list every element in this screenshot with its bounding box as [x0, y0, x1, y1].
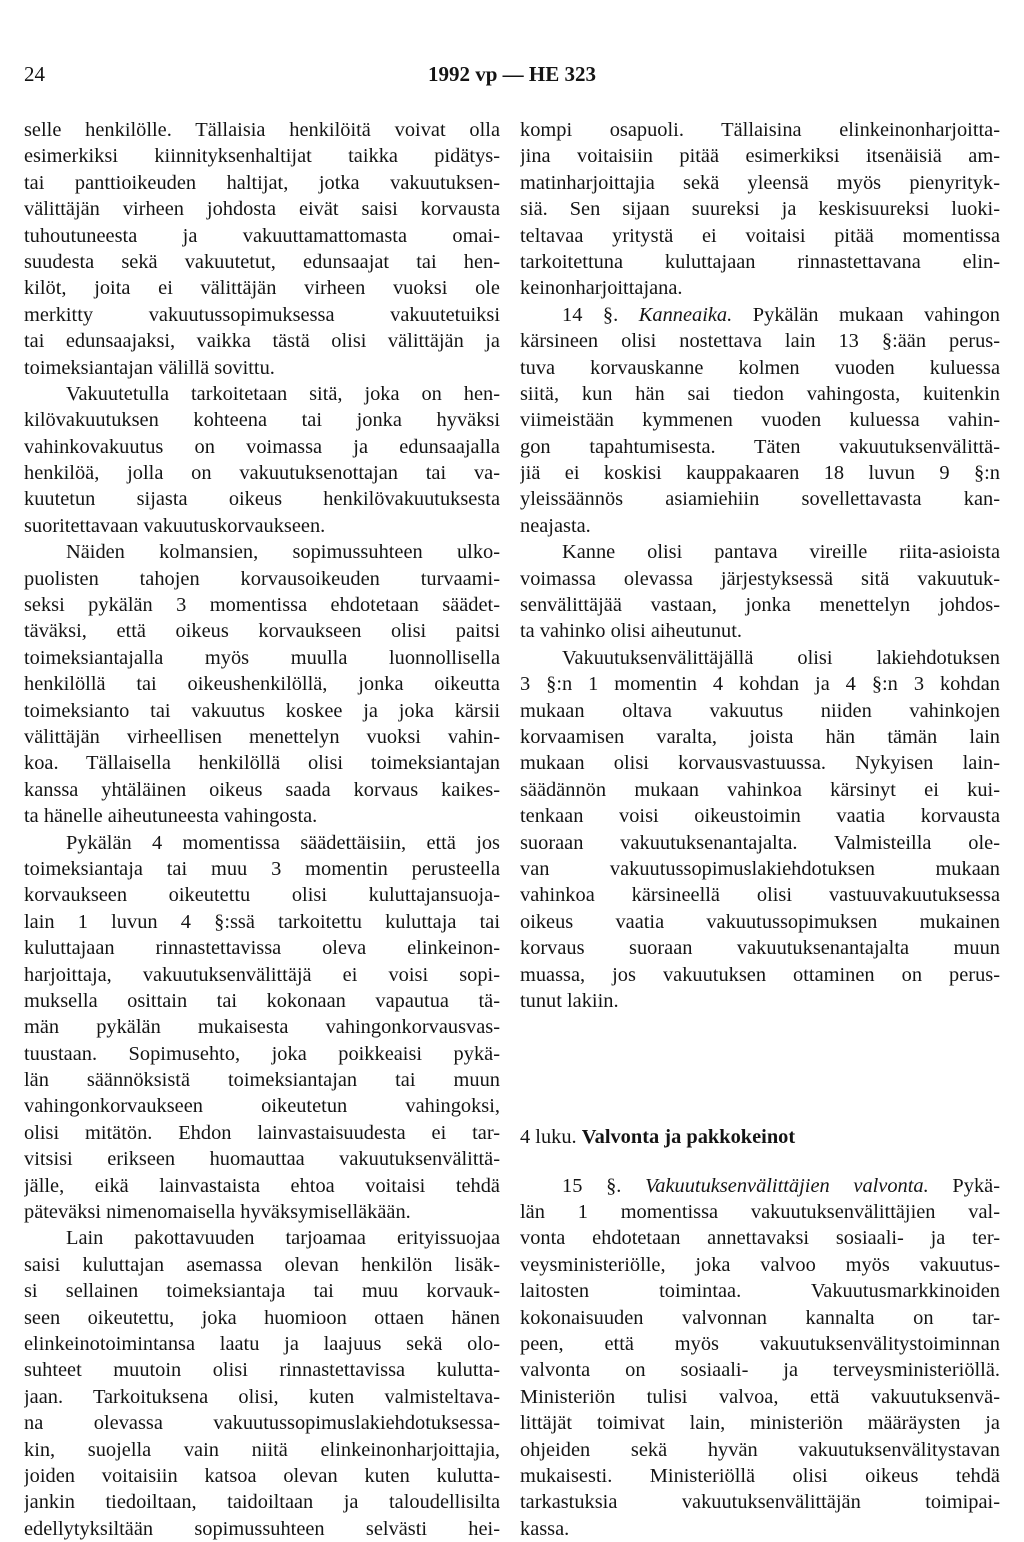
text-line	[24, 777, 500, 803]
text-line	[520, 328, 1000, 354]
line-text: toimeksiantajan välillä sovittu.	[24, 356, 275, 379]
line-text: laitosten toimintaa. Vakuutusmarkkinoiden	[520, 1280, 1000, 1303]
text-line	[520, 724, 1000, 750]
line-text: vahingonkorvaukseen oikeutetun vahingoksi,	[24, 1095, 500, 1118]
line-text: kanssa yhtäläinen oikeus saada korvaus kaikes-	[24, 778, 500, 801]
line-text: saisi kuluttajan asemassa olevan henkilön lisäk-	[24, 1253, 500, 1276]
line-text: kuutetun sijasta oikeus henkilövakuutuksesta	[24, 488, 500, 511]
line-text: yleissäännös asiamiehiin sovellettavasta kan-	[520, 488, 1000, 511]
line-text: suoritettavaan vakuutuskorvaukseen.	[24, 514, 326, 537]
line-text: vonta ehdotetaan annettavaksi sosiaali- ja ter-	[520, 1227, 1000, 1250]
text-line	[520, 962, 1000, 988]
chapter-heading	[520, 1124, 1000, 1150]
text-line	[24, 803, 500, 829]
line-text: täväksi, että oikeus korvaukseen olisi paitsi	[24, 620, 500, 643]
line-text: toimeksiantajalla myös muulla luonnollisella	[24, 646, 500, 669]
text-line	[520, 275, 1000, 301]
line-text: kuluttajaan rinnastettavissa oleva elinkeinon-	[24, 937, 500, 960]
text-line	[520, 1516, 1000, 1542]
text-line	[24, 645, 500, 671]
text-line	[24, 1278, 500, 1304]
page-number: 24	[24, 62, 45, 86]
text-line	[24, 1384, 500, 1410]
line-text: peen, että myös vakuutuksenvälitystoiminnan	[520, 1333, 1000, 1356]
line-text: voimassa olevassa järjestyksessä sitä vakuutuk-	[520, 567, 1000, 590]
line-text: Pykälän mukaan vahingon	[732, 303, 1000, 326]
text-line	[520, 460, 1000, 486]
line-text: ta vahinko olisi aiheutunut.	[520, 620, 742, 643]
text-line	[24, 1067, 500, 1093]
line-text: si sellainen toimeksiantaja tai muu korvauk-	[24, 1280, 500, 1303]
text-line	[520, 381, 1000, 407]
text-line	[520, 671, 1000, 697]
line-text: suoraan vakuutuksenantajalta. Valmisteilla ole-	[520, 831, 1000, 854]
text-line	[520, 1437, 1000, 1463]
line-text: välittäjän virheen johdosta eivät saisi korvausta	[24, 198, 500, 221]
text-line	[24, 539, 500, 565]
line-text: siä. Sen sijaan suureksi ja keskisuureksi luoki-	[520, 198, 1000, 221]
line-text: tarkastuksia vakuutuksenvälittäjän toimipai-	[520, 1491, 1000, 1514]
text-line	[520, 882, 1000, 908]
line-text: selle henkilölle. Tällaisia henkilöitä voivat olla	[24, 119, 500, 141]
line-text: oikeus vaatia vakuutussopimuksen mukainen	[520, 910, 1000, 933]
text-line	[24, 1252, 500, 1278]
text-line	[24, 249, 500, 275]
line-text: olisi mitätön. Ehdon lainvastaisuudesta ei tar-	[24, 1121, 500, 1144]
line-text: län 1 momentissa vakuutuksenvälittäjien val-	[520, 1201, 1000, 1224]
text-line	[24, 698, 500, 724]
line-text: män pykälän mukaisesta vahingonkorvausvas-	[24, 1016, 500, 1039]
line-text: lain 1 luvun 4 §:ssä tarkoitettu kuluttaja tai	[24, 910, 500, 933]
line-text: korvaus suoraan vakuutuksenantajalta muun	[520, 937, 1000, 960]
text-line	[24, 935, 500, 961]
section-gap	[520, 1014, 1000, 1124]
line-text: kilövakuutuksen kohteena tai jonka hyväksi	[24, 409, 500, 432]
text-line	[520, 803, 1000, 829]
text-line	[24, 1041, 500, 1067]
line-text: korvaukseen oikeutettu olisi kuluttajansuoja-	[24, 884, 500, 907]
text-line	[520, 698, 1000, 724]
text-line	[24, 566, 500, 592]
text-line	[24, 618, 500, 644]
line-text: Ministeriön tulisi valvoa, että vakuutuksenvä-	[520, 1385, 1000, 1408]
section-gap	[520, 1151, 1000, 1173]
line-text: jaan. Tarkoituksena olisi, kuten valmisteltava-	[24, 1385, 500, 1408]
line-text: säädännön mukaan vahinkoa kärsinyt ei kui-	[520, 778, 1000, 801]
line-text: muksella osittain tai kokonaan vapautua tä-	[24, 989, 500, 1012]
text-line	[24, 1516, 500, 1542]
text-line	[24, 1225, 500, 1251]
text-line	[24, 1357, 500, 1383]
line-text: merkitty vakuutussopimuksessa vakuutetuiksi	[24, 303, 500, 326]
text-line	[24, 882, 500, 908]
text-line	[520, 539, 1000, 565]
text-line	[520, 1199, 1000, 1225]
line-text: vahinkovakuutus on voimassa ja edunsaajalla	[24, 435, 500, 458]
line-text: välittäjän virheellisen menettelyn vuoksi vahin-	[24, 725, 500, 748]
line-text: muassa, jos vakuutuksen ottaminen on perus-	[520, 963, 1000, 986]
text-line	[24, 407, 500, 433]
line-text: elinkeinotoimintansa laatu ja laajuus sekä olo-	[24, 1332, 500, 1355]
text-line	[520, 1331, 1000, 1357]
text-line	[520, 355, 1000, 381]
text-line	[24, 988, 500, 1014]
text-line	[24, 355, 500, 381]
text-line	[24, 143, 500, 169]
line-text: teltavaa yritystä ei voitaisi pitää momentissa	[520, 224, 1000, 247]
line-text: seen oikeutettu, joka huomioon ottaen hänen	[24, 1306, 500, 1329]
line-text: kärsineen olisi nostettava lain 13 §:ään perus-	[520, 330, 1000, 353]
chapter-number: 4 luku.	[520, 1126, 577, 1149]
page-header	[0, 62, 1024, 90]
text-line	[520, 566, 1000, 592]
text-line	[520, 1278, 1000, 1304]
text-line	[520, 777, 1000, 803]
line-text: suudesta sekä vakuutetut, edunsaajat tai hen-	[24, 250, 500, 273]
text-line	[24, 830, 500, 856]
line-text: ta hänelle aiheutuneesta vahingosta.	[24, 805, 318, 828]
line-text: viimeistään kymmenen vuoden kuluessa vahin-	[520, 409, 1000, 432]
line-text: keinonharjoittajana.	[520, 277, 683, 300]
text-line	[24, 856, 500, 882]
line-text: korvaamisen varalta, joista hän tämän lain	[520, 725, 1000, 748]
text-line	[24, 1410, 500, 1436]
line-text: tuustaan. Sopimusehto, joka poikkeaisi pykä-	[24, 1042, 500, 1065]
text-line	[520, 592, 1000, 618]
text-line	[24, 275, 500, 301]
line-text: Vakuutuksenvälittäjällä olisi lakiehdotuksen	[562, 646, 1000, 669]
text-line	[24, 1173, 500, 1199]
line-text: seksi pykälän 3 momentissa ehdotetaan säädet-	[24, 594, 500, 617]
line-text: matinharjoittajia sekä yleensä myös pienyrityk-	[520, 171, 1000, 194]
text-line	[24, 1437, 500, 1463]
line-text: henkilöä, jolla on vakuutuksenottajan tai va-	[24, 462, 500, 485]
text-line	[24, 1120, 500, 1146]
text-line	[24, 1305, 500, 1331]
text-line	[520, 1463, 1000, 1489]
text-line	[24, 724, 500, 750]
line-text: veysministeriölle, joka valvoo myös vakuutus-	[520, 1253, 1000, 1276]
text-line	[520, 1305, 1000, 1331]
line-text: harjoittaja, vakuutuksenvälittäjä ei voisi sopi-	[24, 963, 500, 986]
text-line	[520, 909, 1000, 935]
text-line	[24, 196, 500, 222]
line-text: jälle, eikä lainvastaista ehtoa voitaisi tehdä	[24, 1174, 500, 1197]
line-text: esimerkiksi kiinnityksenhaltijat taikka pidätys-	[24, 145, 500, 168]
text-line	[24, 328, 500, 354]
text-line	[24, 381, 500, 407]
text-line	[24, 486, 500, 512]
line-text: Pykälän 4 momentissa säädettäisiin, että jos	[66, 831, 500, 854]
text-line	[520, 143, 1000, 169]
text-line	[520, 1252, 1000, 1278]
line-text: na olevassa vakuutussopimuslakiehdotuksessa-	[24, 1412, 500, 1435]
text-line	[24, 170, 500, 196]
text-line	[24, 1014, 500, 1040]
line-text: gon tapahtumisesta. Täten vakuutuksenvälittä-	[520, 435, 1000, 458]
text-line	[24, 460, 500, 486]
text-line	[520, 1384, 1000, 1410]
line-text: tuhoutuneesta ja vakuuttamattomasta omai-	[24, 224, 500, 247]
text-line	[520, 117, 1000, 143]
text-line	[24, 909, 500, 935]
line-text: mukaan olisi korvausvastuussa. Nykyisen lain-	[520, 752, 1000, 775]
line-text: siitä, kun hän sai tiedon vahingosta, kuitenkin	[520, 382, 1000, 405]
line-text: senvälittäjää vastaan, jonka menettelyn johdos-	[520, 594, 1000, 617]
line-text: valvonta on sosiaali- ja terveysministeriöllä.	[520, 1359, 1000, 1382]
section-15-text	[520, 1173, 1000, 1542]
text-line	[520, 196, 1000, 222]
line-text: Pykä-	[928, 1174, 1000, 1197]
line-text: koa. Tällaisella henkilöllä olisi toimeksiantajan	[24, 752, 500, 775]
text-line	[24, 1199, 500, 1225]
section-title: Kanneaika.	[638, 303, 733, 326]
line-text: tunut lakiin.	[520, 989, 619, 1012]
line-text: tarkoitettuna kuluttajaan rinnastettavana elin-	[520, 250, 1000, 273]
text-line	[520, 1410, 1000, 1436]
text-line	[520, 486, 1000, 512]
text-line	[24, 1331, 500, 1357]
line-text: tenkaan voisi oikeustoimin vaatia korvausta	[520, 805, 1000, 828]
text-line	[520, 249, 1000, 275]
text-line	[520, 170, 1000, 196]
text-line	[24, 1489, 500, 1515]
text-line	[24, 962, 500, 988]
text-line	[24, 1093, 500, 1119]
left-column	[24, 117, 500, 1542]
text-line	[24, 592, 500, 618]
line-text: Kanne olisi pantava vireille riita-asioista	[562, 541, 1000, 564]
line-text: puolisten tahojen korvausoikeuden turvaami-	[24, 567, 500, 590]
text-line	[24, 671, 500, 697]
section-number: 14 §.	[562, 303, 639, 326]
line-text: 3 §:n 1 momentin 4 kohdan ja 4 §:n 3 kohdan	[520, 673, 1000, 696]
line-text: neajasta.	[520, 514, 591, 537]
section-number: 15 §.	[562, 1174, 646, 1197]
text-line	[520, 1173, 1000, 1199]
line-text: ohjeiden sekä hyvän vakuutuksenvälitystavan	[520, 1438, 1000, 1461]
line-text: tai panttioikeuden haltijat, jotka vakuutuksen-	[24, 171, 500, 194]
line-text: littäjät toimivat lain, ministeriön määräysten ja	[520, 1412, 1000, 1435]
text-line	[520, 302, 1000, 328]
line-text: kompi osapuoli. Tällaisina elinkeinonharjoitta-	[520, 119, 1000, 141]
line-text: joiden voitaisiin katsoa olevan kuten kulutta-	[24, 1464, 500, 1487]
line-text: vitsisi erikseen huomauttaa vakuutuksenvälittä-	[24, 1148, 500, 1171]
line-text: tuva korvauskanne kolmen vuoden kuluessa	[520, 356, 1000, 379]
line-text: tai edunsaajaksi, vaikka tästä olisi välittäjän ja	[24, 330, 500, 353]
line-text: mukaan oltava vakuutus niiden vahinkojen	[520, 699, 1000, 722]
line-text: van vakuutussopimuslakiehdotuksen mukaan	[520, 857, 1000, 880]
line-text: jina voitaisiin pitää esimerkiksi itsenäisiä am-	[520, 145, 1000, 168]
text-line	[520, 618, 1000, 644]
chapter-title: Valvonta ja pakkokeinot	[581, 1126, 796, 1149]
line-text: kokonaisuuden valvonnan kannalta on tar-	[520, 1306, 1000, 1329]
text-line	[520, 223, 1000, 249]
text-line	[520, 856, 1000, 882]
text-line	[520, 1225, 1000, 1251]
text-line	[24, 302, 500, 328]
text-line	[24, 513, 500, 539]
section-title: Vakuutuksenvälittäjien valvonta.	[645, 1174, 929, 1197]
line-text: vahinkoa kärsineellä olisi vastuuvakuutuksessa	[520, 884, 1000, 907]
text-line	[24, 223, 500, 249]
line-text: kassa.	[520, 1517, 570, 1540]
running-head: 1992 vp — HE 323	[427, 62, 597, 86]
line-text: kin, suojella vain niitä elinkeinonharjoittajia,	[24, 1438, 500, 1461]
text-line	[520, 434, 1000, 460]
line-text: edellytyksiltään sopimussuhteen selvästi hei-	[24, 1517, 500, 1540]
text-line	[24, 1463, 500, 1489]
right-column	[520, 117, 1000, 1542]
line-text: suhteet muutoin olisi rinnastettavissa kulutta-	[24, 1359, 500, 1382]
text-line	[520, 407, 1000, 433]
text-line	[520, 935, 1000, 961]
text-line	[24, 434, 500, 460]
line-text: mukaisesti. Ministeriöllä olisi oikeus tehdä	[520, 1464, 1000, 1487]
line-text: Näiden kolmansien, sopimussuhteen ulko-	[66, 541, 500, 564]
line-text: toimeksiantaja tai muu 3 momentin perusteella	[24, 857, 500, 880]
right-column-text	[520, 117, 1000, 1014]
line-text: Vakuutetulla tarkoitetaan sitä, joka on hen-	[66, 382, 500, 405]
line-text: län säännöksistä toimeksiantajan tai muun	[24, 1069, 500, 1092]
line-text: jankin tiedoiltaan, taidoiltaan ja taloudellisilta	[24, 1491, 500, 1514]
line-text: päteväksi nimenomaisella hyväksymiselläkään.	[24, 1201, 411, 1224]
line-text: henkilöllä tai oikeushenkilöllä, jonka oikeutta	[24, 673, 500, 696]
text-line	[520, 1489, 1000, 1515]
text-line	[24, 1146, 500, 1172]
line-text: kilöt, joita ei välittäjän virheen vuoksi ole	[24, 277, 500, 300]
text-line	[520, 830, 1000, 856]
text-line	[520, 988, 1000, 1014]
text-line	[24, 117, 500, 143]
line-text: jiä ei koskisi kauppakaaren 18 luvun 9 §:n	[520, 462, 1000, 485]
text-line	[520, 513, 1000, 539]
text-line	[24, 750, 500, 776]
text-line	[520, 645, 1000, 671]
text-line	[520, 750, 1000, 776]
line-text: Lain pakottavuuden tarjoamaa erityissuojaa	[66, 1227, 500, 1250]
line-text: toimeksianto tai vakuutus koskee ja joka kärsii	[24, 699, 500, 722]
text-line	[520, 1357, 1000, 1383]
